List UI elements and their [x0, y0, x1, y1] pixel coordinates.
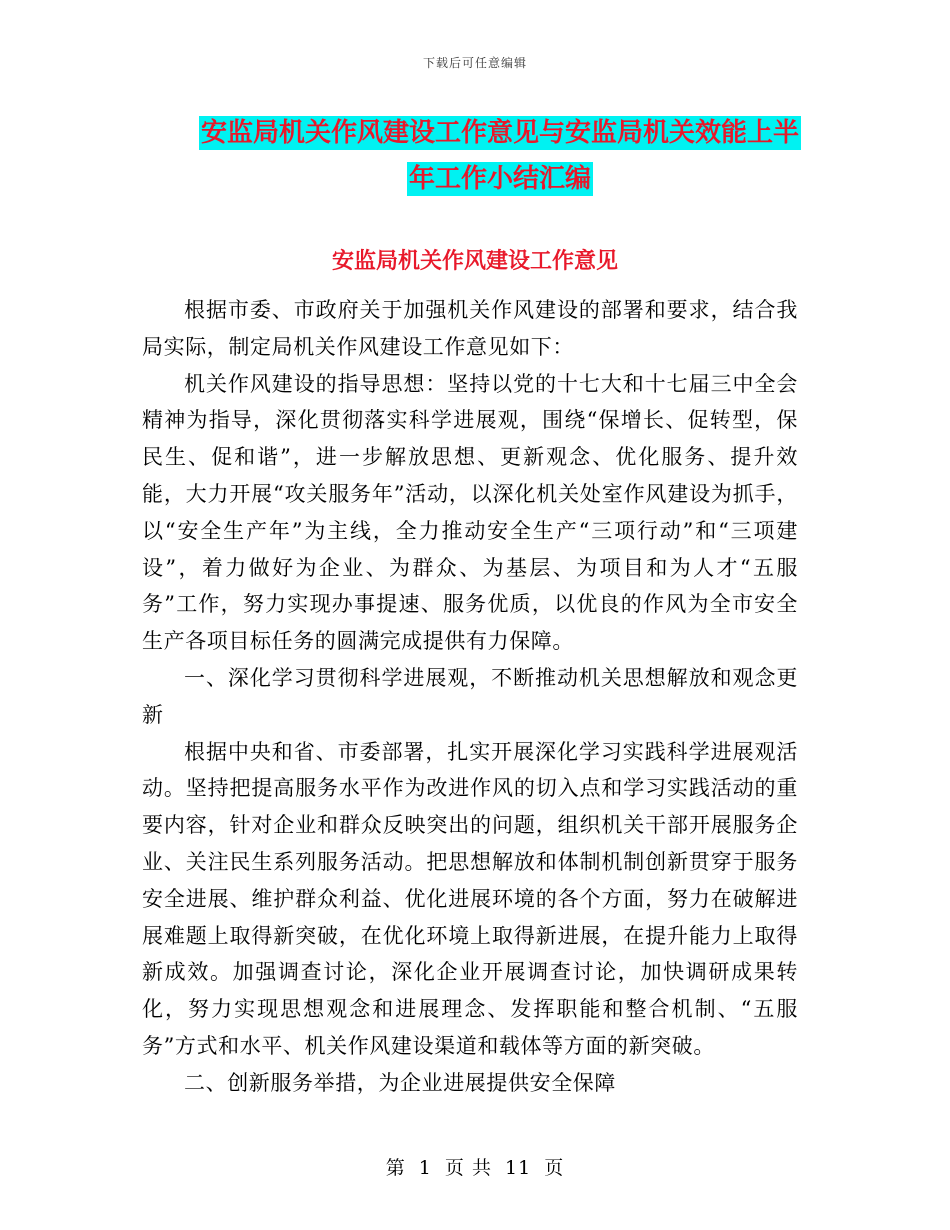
page-footer [0, 1153, 950, 1180]
body-text [142, 292, 798, 1102]
section-title: 安监局机关作风建设工作意见 [331, 249, 618, 274]
page-label-suffix: 页 [544, 1157, 565, 1179]
paragraph-heading: 一、深化学习贯彻科学进展观，不断推动机关思想解放和观念更新 [142, 665, 798, 727]
paragraph-heading: 二、创新服务举措，为企业进展提供安全保障 [184, 1070, 616, 1095]
paragraph: 根据中央和省、市委部署，扎实开展深化学习实践科学进展观活动。坚持把提高服务水平作为改进作风的切入点和学习实践活动的重要内容，针对企业和群众反映突出的问题，组织机关干部开展服务企业、关注民生系列服务活动。把思想解放和体制机制创新贯穿于服务安全进展、维护群众利益、优化进展环境的各个方面，努力在破解进展难题上取得新突破，在优化环境上取得新进展，在提升能力上取得新成效。加强调查讨论，深化企业开展调查讨论，加快调研成果转化，努力实现思想观念和进展理念、发挥职能和整合机制、“五服务”方式和水平、机关作风建设渠道和载体等方面的新突破。 [142, 739, 798, 1058]
main-title-line-2: 年工作小结汇编 [408, 164, 591, 194]
paragraph: 根据市委、市政府关于加强机关作风建设的部署和要求，结合我局实际，制定局机关作风建设工作意见如下： [142, 298, 798, 359]
paragraph: 机关作风建设的指导思想：坚持以党的十七大和十七届三中全会精神为指导，深化贯彻落实科学进展观，围绕“保增长、促转型，保民生、促和谐”，进一步解放思想、更新观念、优化服务、提升效能，大力开展“攻关服务年”活动，以深化机关处室作风建设为抓手，以“安全生产年”为主线，全力推动安全生产“三项行动”和“三项建设”，着力做好为企业、为群众、为基层、为项目和为人才“五服务”工作，努力实现办事提速、服务优质，以优良的作风为全市安全生产各项目标任务的圆满完成提供有力保障。 [142, 371, 798, 654]
main-title-line-1: 安监局机关作风建设工作意见与安监局机关效能上半 [200, 118, 799, 148]
header-note: 下载后可任意编辑 [422, 56, 527, 70]
total-pages-number: 11 [505, 1157, 532, 1179]
page-label-mid: 页 共 [444, 1157, 492, 1179]
current-page-number: 1 [418, 1157, 432, 1179]
main-title [140, 110, 860, 202]
page-label-prefix: 第 [385, 1157, 406, 1179]
